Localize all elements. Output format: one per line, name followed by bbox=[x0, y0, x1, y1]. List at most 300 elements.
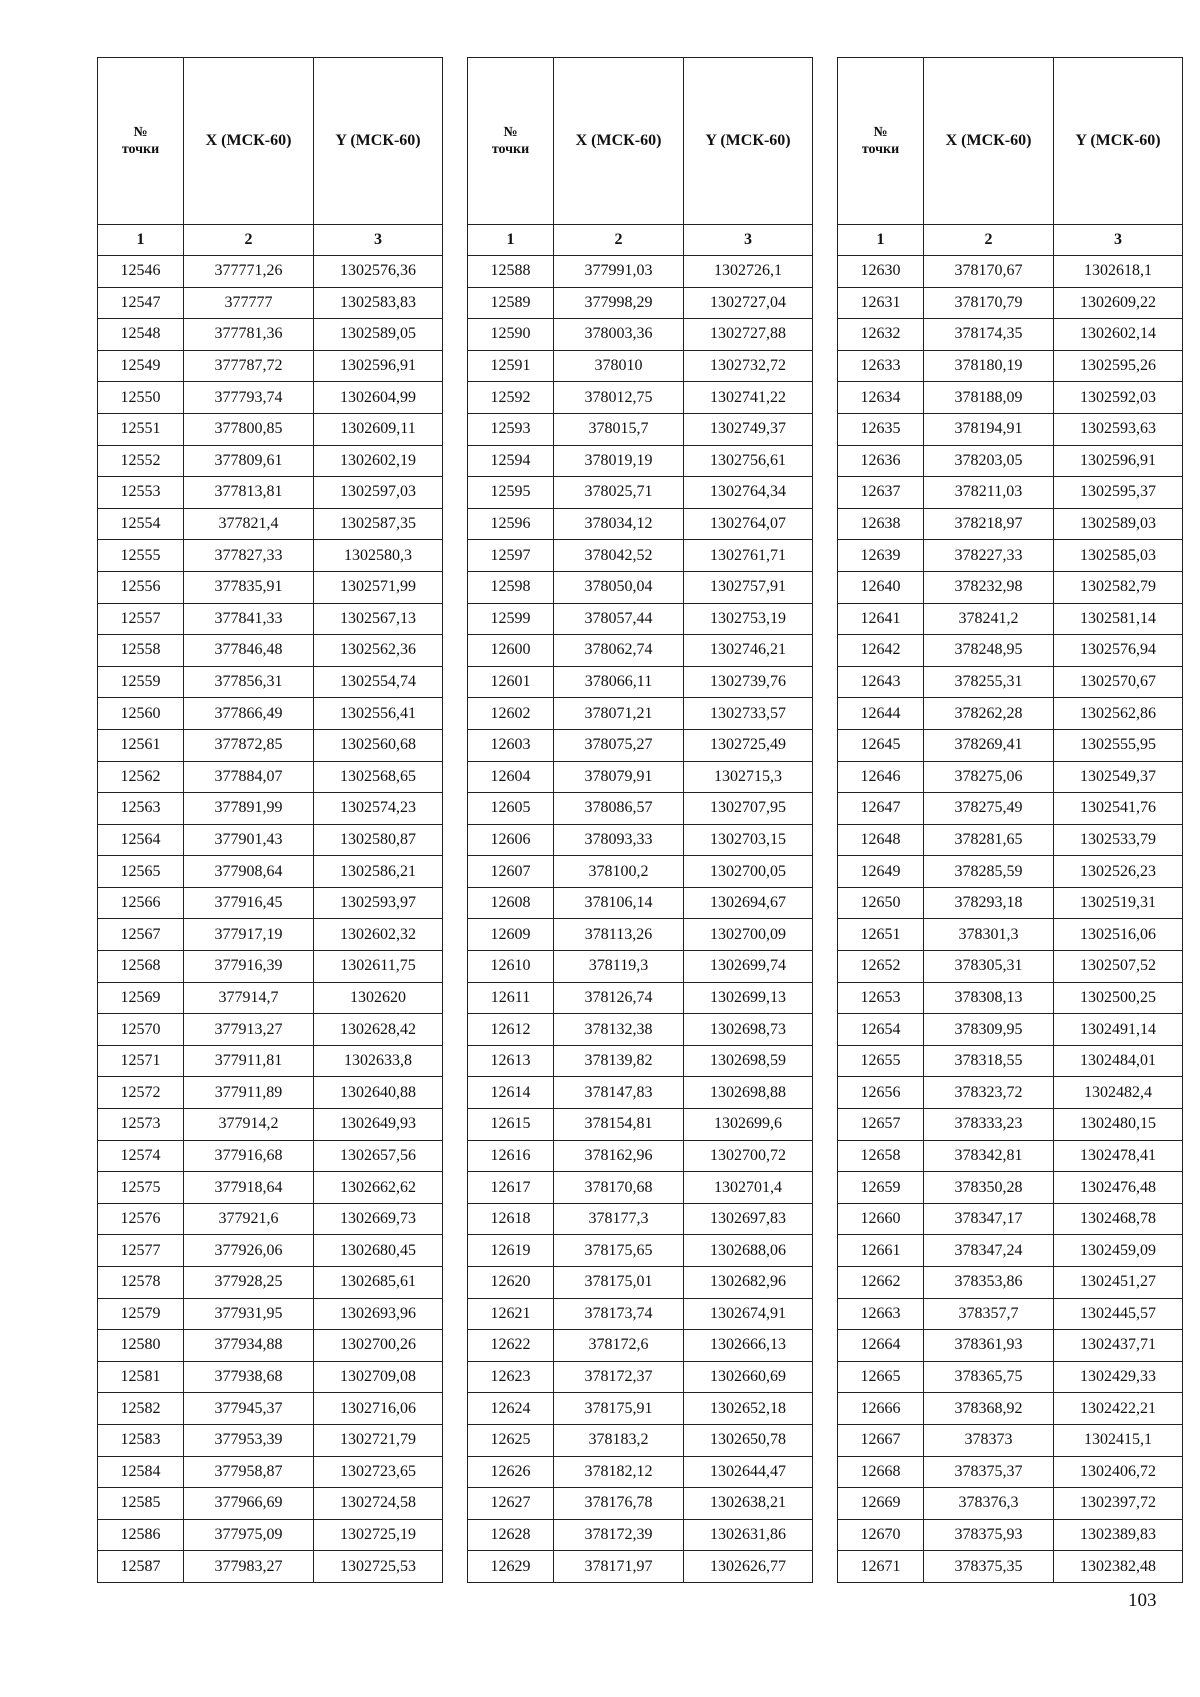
x-coordinate-cell: 377914,7 bbox=[184, 982, 314, 1014]
point-number-cell: 12601 bbox=[468, 666, 554, 698]
x-coordinate-cell: 378172,6 bbox=[554, 1330, 684, 1362]
y-coordinate-cell: 1302694,67 bbox=[684, 887, 813, 919]
point-number-cell: 12607 bbox=[468, 856, 554, 888]
y-coordinate-cell: 1302555,95 bbox=[1054, 729, 1183, 761]
point-number-cell: 12558 bbox=[98, 635, 184, 667]
point-number-cell: 12613 bbox=[468, 1045, 554, 1077]
x-coordinate-cell: 377827,33 bbox=[184, 540, 314, 572]
y-coordinate-cell: 1302652,18 bbox=[684, 1393, 813, 1425]
table-row bbox=[838, 256, 1183, 288]
y-coordinate-cell: 1302633,8 bbox=[314, 1045, 443, 1077]
header-x: X (МСК-60) bbox=[924, 58, 1054, 225]
point-number-cell: 12668 bbox=[838, 1456, 924, 1488]
x-coordinate-cell: 378019,19 bbox=[554, 445, 684, 477]
table-row bbox=[98, 1140, 443, 1172]
x-coordinate-cell: 378010 bbox=[554, 350, 684, 382]
table-row bbox=[468, 540, 813, 572]
table-row bbox=[98, 951, 443, 983]
y-coordinate-cell: 1302445,57 bbox=[1054, 1298, 1183, 1330]
y-coordinate-cell: 1302723,65 bbox=[314, 1456, 443, 1488]
table-row bbox=[468, 1109, 813, 1141]
y-coordinate-cell: 1302609,22 bbox=[1054, 287, 1183, 319]
x-coordinate-cell: 378275,06 bbox=[924, 761, 1054, 793]
x-coordinate-cell: 377908,64 bbox=[184, 856, 314, 888]
x-coordinate-cell: 378079,91 bbox=[554, 761, 684, 793]
y-coordinate-cell: 1302657,56 bbox=[314, 1140, 443, 1172]
y-coordinate-cell: 1302715,3 bbox=[684, 761, 813, 793]
x-coordinate-cell: 377913,27 bbox=[184, 1014, 314, 1046]
point-number-cell: 12570 bbox=[98, 1014, 184, 1046]
y-coordinate-cell: 1302602,32 bbox=[314, 919, 443, 951]
table-row bbox=[838, 571, 1183, 603]
table-row bbox=[468, 729, 813, 761]
x-coordinate-cell: 377813,81 bbox=[184, 477, 314, 509]
y-coordinate-cell: 1302726,1 bbox=[684, 256, 813, 288]
point-number-cell: 12546 bbox=[98, 256, 184, 288]
point-number-cell: 12583 bbox=[98, 1424, 184, 1456]
header-row bbox=[838, 58, 1183, 225]
y-coordinate-cell: 1302660,69 bbox=[684, 1361, 813, 1393]
point-number-cell: 12637 bbox=[838, 477, 924, 509]
x-coordinate-cell: 378174,35 bbox=[924, 319, 1054, 351]
x-coordinate-cell: 378162,96 bbox=[554, 1140, 684, 1172]
table-row bbox=[838, 1361, 1183, 1393]
point-number-cell: 12661 bbox=[838, 1235, 924, 1267]
point-number-cell: 12560 bbox=[98, 698, 184, 730]
y-coordinate-cell: 1302626,77 bbox=[684, 1551, 813, 1583]
x-coordinate-cell: 378173,74 bbox=[554, 1298, 684, 1330]
y-coordinate-cell: 1302697,83 bbox=[684, 1203, 813, 1235]
table-row bbox=[838, 1203, 1183, 1235]
x-coordinate-cell: 377787,72 bbox=[184, 350, 314, 382]
x-coordinate-cell: 378170,68 bbox=[554, 1172, 684, 1204]
table-row bbox=[468, 1488, 813, 1520]
point-number-cell: 12653 bbox=[838, 982, 924, 1014]
table-row bbox=[468, 1045, 813, 1077]
table-row bbox=[468, 1014, 813, 1046]
y-coordinate-cell: 1302597,03 bbox=[314, 477, 443, 509]
table-row bbox=[98, 793, 443, 825]
y-coordinate-cell: 1302602,19 bbox=[314, 445, 443, 477]
y-coordinate-cell: 1302382,48 bbox=[1054, 1551, 1183, 1583]
x-coordinate-cell: 377945,37 bbox=[184, 1393, 314, 1425]
x-coordinate-cell: 378361,93 bbox=[924, 1330, 1054, 1362]
table-row bbox=[838, 319, 1183, 351]
table-row bbox=[468, 1172, 813, 1204]
x-coordinate-cell: 378154,81 bbox=[554, 1109, 684, 1141]
y-coordinate-cell: 1302500,25 bbox=[1054, 982, 1183, 1014]
table-row bbox=[838, 856, 1183, 888]
x-coordinate-cell: 377793,74 bbox=[184, 382, 314, 414]
table-row bbox=[838, 1172, 1183, 1204]
x-coordinate-cell: 378175,65 bbox=[554, 1235, 684, 1267]
y-coordinate-cell: 1302562,86 bbox=[1054, 698, 1183, 730]
y-coordinate-cell: 1302688,06 bbox=[684, 1235, 813, 1267]
y-coordinate-cell: 1302468,78 bbox=[1054, 1203, 1183, 1235]
point-number-cell: 12669 bbox=[838, 1488, 924, 1520]
x-coordinate-cell: 378126,74 bbox=[554, 982, 684, 1014]
table-row bbox=[838, 508, 1183, 540]
table-row bbox=[98, 666, 443, 698]
point-number-cell: 12597 bbox=[468, 540, 554, 572]
point-number-cell: 12602 bbox=[468, 698, 554, 730]
y-coordinate-cell: 1302593,63 bbox=[1054, 413, 1183, 445]
x-coordinate-cell: 378203,05 bbox=[924, 445, 1054, 477]
point-number-cell: 12579 bbox=[98, 1298, 184, 1330]
table-row bbox=[98, 1045, 443, 1077]
x-coordinate-cell: 377884,07 bbox=[184, 761, 314, 793]
y-coordinate-cell: 1302580,87 bbox=[314, 824, 443, 856]
table-row bbox=[838, 793, 1183, 825]
table-row bbox=[98, 571, 443, 603]
y-coordinate-cell: 1302491,14 bbox=[1054, 1014, 1183, 1046]
point-number-cell: 12650 bbox=[838, 887, 924, 919]
column-index: 3 bbox=[1054, 225, 1183, 256]
point-number-cell: 12556 bbox=[98, 571, 184, 603]
y-coordinate-cell: 1302618,1 bbox=[1054, 256, 1183, 288]
x-coordinate-cell: 378323,72 bbox=[924, 1077, 1054, 1109]
table-row bbox=[838, 1045, 1183, 1077]
x-coordinate-cell: 378086,57 bbox=[554, 793, 684, 825]
y-coordinate-cell: 1302725,53 bbox=[314, 1551, 443, 1583]
point-number-cell: 12625 bbox=[468, 1424, 554, 1456]
x-coordinate-cell: 378057,44 bbox=[554, 603, 684, 635]
point-number-cell: 12616 bbox=[468, 1140, 554, 1172]
x-coordinate-cell: 378147,83 bbox=[554, 1077, 684, 1109]
table-row bbox=[838, 635, 1183, 667]
point-number-cell: 12594 bbox=[468, 445, 554, 477]
point-number-cell: 12567 bbox=[98, 919, 184, 951]
header-number-sign: № bbox=[133, 124, 148, 140]
x-coordinate-cell: 378176,78 bbox=[554, 1488, 684, 1520]
y-coordinate-cell: 1302592,03 bbox=[1054, 382, 1183, 414]
x-coordinate-cell: 377938,68 bbox=[184, 1361, 314, 1393]
point-number-cell: 12667 bbox=[838, 1424, 924, 1456]
x-coordinate-cell: 377856,31 bbox=[184, 666, 314, 698]
x-coordinate-cell: 378075,27 bbox=[554, 729, 684, 761]
point-number-cell: 12549 bbox=[98, 350, 184, 382]
y-coordinate-cell: 1302666,13 bbox=[684, 1330, 813, 1362]
y-coordinate-cell: 1302429,33 bbox=[1054, 1361, 1183, 1393]
table-row bbox=[468, 1519, 813, 1551]
table-row bbox=[468, 350, 813, 382]
x-coordinate-cell: 378100,2 bbox=[554, 856, 684, 888]
y-coordinate-cell: 1302700,05 bbox=[684, 856, 813, 888]
y-coordinate-cell: 1302761,71 bbox=[684, 540, 813, 572]
point-number-cell: 12646 bbox=[838, 761, 924, 793]
x-coordinate-cell: 377800,85 bbox=[184, 413, 314, 445]
table-row bbox=[468, 856, 813, 888]
x-coordinate-cell: 378241,2 bbox=[924, 603, 1054, 635]
y-coordinate-cell: 1302397,72 bbox=[1054, 1488, 1183, 1520]
table-row bbox=[468, 1456, 813, 1488]
point-number-cell: 12605 bbox=[468, 793, 554, 825]
x-coordinate-cell: 378347,17 bbox=[924, 1203, 1054, 1235]
table-row bbox=[98, 1235, 443, 1267]
y-coordinate-cell: 1302611,75 bbox=[314, 951, 443, 983]
point-number-cell: 12552 bbox=[98, 445, 184, 477]
table-row bbox=[838, 982, 1183, 1014]
x-coordinate-cell: 378269,41 bbox=[924, 729, 1054, 761]
x-coordinate-cell: 378285,59 bbox=[924, 856, 1054, 888]
point-number-cell: 12559 bbox=[98, 666, 184, 698]
x-coordinate-cell: 378333,23 bbox=[924, 1109, 1054, 1141]
x-coordinate-cell: 377841,33 bbox=[184, 603, 314, 635]
y-coordinate-cell: 1302699,13 bbox=[684, 982, 813, 1014]
table-row bbox=[98, 1456, 443, 1488]
y-coordinate-cell: 1302576,94 bbox=[1054, 635, 1183, 667]
y-coordinate-cell: 1302732,72 bbox=[684, 350, 813, 382]
point-number-cell: 12572 bbox=[98, 1077, 184, 1109]
table-row bbox=[838, 1267, 1183, 1299]
y-coordinate-cell: 1302764,07 bbox=[684, 508, 813, 540]
table-row bbox=[98, 635, 443, 667]
y-coordinate-cell: 1302583,83 bbox=[314, 287, 443, 319]
x-coordinate-cell: 378066,11 bbox=[554, 666, 684, 698]
table-row bbox=[468, 1551, 813, 1583]
x-coordinate-cell: 377911,89 bbox=[184, 1077, 314, 1109]
point-number-cell: 12609 bbox=[468, 919, 554, 951]
point-number-cell: 12555 bbox=[98, 540, 184, 572]
table-row bbox=[838, 1551, 1183, 1583]
point-number-cell: 12551 bbox=[98, 413, 184, 445]
y-coordinate-cell: 1302476,48 bbox=[1054, 1172, 1183, 1204]
x-coordinate-cell: 378113,26 bbox=[554, 919, 684, 951]
y-coordinate-cell: 1302753,19 bbox=[684, 603, 813, 635]
point-number-cell: 12645 bbox=[838, 729, 924, 761]
y-coordinate-cell: 1302698,88 bbox=[684, 1077, 813, 1109]
column-index: 2 bbox=[184, 225, 314, 256]
y-coordinate-cell: 1302701,4 bbox=[684, 1172, 813, 1204]
page-number: 103 bbox=[1128, 1590, 1157, 1611]
point-number-cell: 12603 bbox=[468, 729, 554, 761]
table-row bbox=[838, 1488, 1183, 1520]
header-point-word: точки bbox=[861, 142, 900, 157]
x-coordinate-cell: 378373 bbox=[924, 1424, 1054, 1456]
x-coordinate-cell: 378183,2 bbox=[554, 1424, 684, 1456]
table-row bbox=[98, 761, 443, 793]
x-coordinate-cell: 378368,92 bbox=[924, 1393, 1054, 1425]
point-number-cell: 12591 bbox=[468, 350, 554, 382]
point-number-cell: 12561 bbox=[98, 729, 184, 761]
x-coordinate-cell: 378175,91 bbox=[554, 1393, 684, 1425]
x-coordinate-cell: 378071,21 bbox=[554, 698, 684, 730]
table-row bbox=[468, 982, 813, 1014]
table-row bbox=[468, 382, 813, 414]
table-row bbox=[98, 1519, 443, 1551]
table-row bbox=[468, 951, 813, 983]
table-row bbox=[468, 571, 813, 603]
table-row bbox=[838, 729, 1183, 761]
point-number-cell: 12651 bbox=[838, 919, 924, 951]
point-number-cell: 12548 bbox=[98, 319, 184, 351]
point-number-cell: 12610 bbox=[468, 951, 554, 983]
column-index: 2 bbox=[554, 225, 684, 256]
x-coordinate-cell: 378132,38 bbox=[554, 1014, 684, 1046]
y-coordinate-cell: 1302406,72 bbox=[1054, 1456, 1183, 1488]
point-number-cell: 12592 bbox=[468, 382, 554, 414]
y-coordinate-cell: 1302516,06 bbox=[1054, 919, 1183, 951]
point-number-cell: 12620 bbox=[468, 1267, 554, 1299]
x-coordinate-cell: 378177,3 bbox=[554, 1203, 684, 1235]
point-number-cell: 12564 bbox=[98, 824, 184, 856]
x-coordinate-cell: 377872,85 bbox=[184, 729, 314, 761]
y-coordinate-cell: 1302724,58 bbox=[314, 1488, 443, 1520]
point-number-cell: 12643 bbox=[838, 666, 924, 698]
point-number-cell: 12568 bbox=[98, 951, 184, 983]
x-coordinate-cell: 377931,95 bbox=[184, 1298, 314, 1330]
table-row bbox=[98, 413, 443, 445]
table-row bbox=[838, 761, 1183, 793]
y-coordinate-cell: 1302589,05 bbox=[314, 319, 443, 351]
x-coordinate-cell: 378262,28 bbox=[924, 698, 1054, 730]
x-coordinate-cell: 377975,09 bbox=[184, 1519, 314, 1551]
table-row bbox=[98, 319, 443, 351]
y-coordinate-cell: 1302571,99 bbox=[314, 571, 443, 603]
y-coordinate-cell: 1302586,21 bbox=[314, 856, 443, 888]
point-number-cell: 12630 bbox=[838, 256, 924, 288]
table-row bbox=[838, 1235, 1183, 1267]
y-coordinate-cell: 1302576,36 bbox=[314, 256, 443, 288]
x-coordinate-cell: 377998,29 bbox=[554, 287, 684, 319]
point-number-cell: 12617 bbox=[468, 1172, 554, 1204]
point-number-cell: 12581 bbox=[98, 1361, 184, 1393]
point-number-cell: 12649 bbox=[838, 856, 924, 888]
y-coordinate-cell: 1302682,96 bbox=[684, 1267, 813, 1299]
table-row bbox=[468, 1393, 813, 1425]
header-row bbox=[468, 58, 813, 225]
y-coordinate-cell: 1302685,61 bbox=[314, 1267, 443, 1299]
point-number-cell: 12588 bbox=[468, 256, 554, 288]
x-coordinate-cell: 377771,26 bbox=[184, 256, 314, 288]
x-coordinate-cell: 377917,19 bbox=[184, 919, 314, 951]
point-number-cell: 12640 bbox=[838, 571, 924, 603]
x-coordinate-cell: 377991,03 bbox=[554, 256, 684, 288]
y-coordinate-cell: 1302451,27 bbox=[1054, 1267, 1183, 1299]
point-number-cell: 12557 bbox=[98, 603, 184, 635]
point-number-cell: 12565 bbox=[98, 856, 184, 888]
point-number-cell: 12648 bbox=[838, 824, 924, 856]
y-coordinate-cell: 1302526,23 bbox=[1054, 856, 1183, 888]
table-row bbox=[468, 887, 813, 919]
point-number-cell: 12585 bbox=[98, 1488, 184, 1520]
y-coordinate-cell: 1302562,36 bbox=[314, 635, 443, 667]
column-index-row bbox=[98, 225, 443, 256]
column-index: 1 bbox=[468, 225, 554, 256]
table-row bbox=[468, 698, 813, 730]
table-row bbox=[468, 1077, 813, 1109]
column-index: 3 bbox=[684, 225, 813, 256]
x-coordinate-cell: 378106,14 bbox=[554, 887, 684, 919]
x-coordinate-cell: 378175,01 bbox=[554, 1267, 684, 1299]
point-number-cell: 12580 bbox=[98, 1330, 184, 1362]
y-coordinate-cell: 1302554,74 bbox=[314, 666, 443, 698]
point-number-cell: 12621 bbox=[468, 1298, 554, 1330]
table-row bbox=[98, 1393, 443, 1425]
header-y: Y (МСК-60) bbox=[684, 58, 813, 225]
y-coordinate-cell: 1302707,95 bbox=[684, 793, 813, 825]
point-number-cell: 12575 bbox=[98, 1172, 184, 1204]
x-coordinate-cell: 378293,18 bbox=[924, 887, 1054, 919]
point-number-cell: 12664 bbox=[838, 1330, 924, 1362]
point-number-cell: 12547 bbox=[98, 287, 184, 319]
point-number-cell: 12615 bbox=[468, 1109, 554, 1141]
header-number-sign: № bbox=[873, 124, 888, 140]
x-coordinate-cell: 378093,33 bbox=[554, 824, 684, 856]
table-row bbox=[98, 887, 443, 919]
point-number-cell: 12654 bbox=[838, 1014, 924, 1046]
point-number-cell: 12562 bbox=[98, 761, 184, 793]
table-row bbox=[98, 824, 443, 856]
table-row bbox=[98, 1488, 443, 1520]
table-row bbox=[98, 1172, 443, 1204]
table-row bbox=[468, 603, 813, 635]
y-coordinate-cell: 1302693,96 bbox=[314, 1298, 443, 1330]
point-number-cell: 12608 bbox=[468, 887, 554, 919]
table-row bbox=[838, 382, 1183, 414]
column-index: 1 bbox=[98, 225, 184, 256]
table-row bbox=[98, 1077, 443, 1109]
x-coordinate-cell: 378034,12 bbox=[554, 508, 684, 540]
y-coordinate-cell: 1302389,83 bbox=[1054, 1519, 1183, 1551]
point-number-cell: 12631 bbox=[838, 287, 924, 319]
y-coordinate-cell: 1302716,06 bbox=[314, 1393, 443, 1425]
x-coordinate-cell: 377921,6 bbox=[184, 1203, 314, 1235]
x-coordinate-cell: 378171,97 bbox=[554, 1551, 684, 1583]
header-number-sign: № bbox=[503, 124, 518, 140]
point-number-cell: 12665 bbox=[838, 1361, 924, 1393]
point-number-cell: 12622 bbox=[468, 1330, 554, 1362]
y-coordinate-cell: 1302437,71 bbox=[1054, 1330, 1183, 1362]
x-coordinate-cell: 378248,95 bbox=[924, 635, 1054, 667]
point-number-cell: 12662 bbox=[838, 1267, 924, 1299]
x-coordinate-cell: 377781,36 bbox=[184, 319, 314, 351]
table-row bbox=[98, 540, 443, 572]
table-row bbox=[468, 1424, 813, 1456]
table-row bbox=[838, 603, 1183, 635]
x-coordinate-cell: 378012,75 bbox=[554, 382, 684, 414]
table-row bbox=[838, 445, 1183, 477]
point-number-cell: 12666 bbox=[838, 1393, 924, 1425]
x-coordinate-cell: 378062,74 bbox=[554, 635, 684, 667]
point-number-cell: 12623 bbox=[468, 1361, 554, 1393]
x-coordinate-cell: 377926,06 bbox=[184, 1235, 314, 1267]
x-coordinate-cell: 378281,65 bbox=[924, 824, 1054, 856]
point-number-cell: 12644 bbox=[838, 698, 924, 730]
table-row bbox=[98, 477, 443, 509]
point-number-cell: 12656 bbox=[838, 1077, 924, 1109]
x-coordinate-cell: 378194,91 bbox=[924, 413, 1054, 445]
point-number-cell: 12574 bbox=[98, 1140, 184, 1172]
x-coordinate-cell: 378170,67 bbox=[924, 256, 1054, 288]
point-number-cell: 12566 bbox=[98, 887, 184, 919]
y-coordinate-cell: 1302580,3 bbox=[314, 540, 443, 572]
y-coordinate-cell: 1302727,88 bbox=[684, 319, 813, 351]
point-number-cell: 12593 bbox=[468, 413, 554, 445]
y-coordinate-cell: 1302593,97 bbox=[314, 887, 443, 919]
x-coordinate-cell: 377918,64 bbox=[184, 1172, 314, 1204]
x-coordinate-cell: 377891,99 bbox=[184, 793, 314, 825]
y-coordinate-cell: 1302640,88 bbox=[314, 1077, 443, 1109]
header-point-number bbox=[838, 58, 924, 225]
y-coordinate-cell: 1302609,11 bbox=[314, 413, 443, 445]
point-number-cell: 12655 bbox=[838, 1045, 924, 1077]
x-coordinate-cell: 377934,88 bbox=[184, 1330, 314, 1362]
x-coordinate-cell: 378375,93 bbox=[924, 1519, 1054, 1551]
x-coordinate-cell: 378003,36 bbox=[554, 319, 684, 351]
table-row bbox=[98, 856, 443, 888]
point-number-cell: 12641 bbox=[838, 603, 924, 635]
